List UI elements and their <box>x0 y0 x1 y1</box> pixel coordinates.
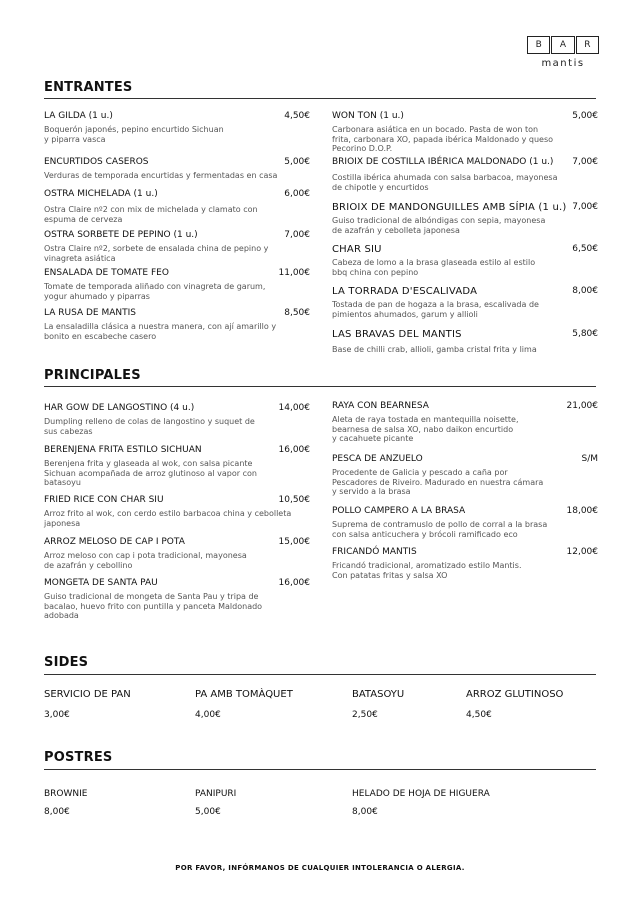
item-name: BRIOIX DE MANDONGUILLES AMB SÍPIA (1 u.) <box>332 202 567 213</box>
side-price: 4,00€ <box>195 710 221 720</box>
section-title-entrantes: ENTRANTES <box>44 80 133 95</box>
item-name: MONGETA DE SANTA PAU <box>44 578 158 588</box>
side-item <box>195 689 293 720</box>
menu-item <box>44 578 310 621</box>
item-description: Dumpling relleno de colas de langostino y suquet de sus cabezas <box>44 417 255 436</box>
postre-name: PANIPURI <box>195 789 237 799</box>
item-name: CHAR SIU <box>332 244 382 255</box>
item-name: LA RUSA DE MANTIS <box>44 308 136 318</box>
item-description: Suprema de contramuslo de pollo de corral a la brasa con salsa anticuchera y brócoli ramificado eco <box>332 520 548 539</box>
side-name: BATASOYU <box>352 689 405 700</box>
item-description: Boquerón japonés, pepino encurtido Sichuan y piparra vasca <box>44 125 224 144</box>
item-price: 6,50€ <box>572 244 598 254</box>
item-price: 15,00€ <box>278 537 310 547</box>
item-price: 5,00€ <box>284 157 310 167</box>
item-description: Berenjena frita y glaseada al wok, con salsa picante Sichuan acompañada de arroz glutinoso al vapor con batasoyu <box>44 459 257 487</box>
menu-item <box>44 111 310 144</box>
bar-mantis-logo <box>527 36 599 69</box>
item-name: PESCA DE ANZUELO <box>332 454 423 464</box>
item-price: 4,50€ <box>284 111 310 121</box>
item-price: 7,00€ <box>284 230 310 240</box>
item-price: 12,00€ <box>566 547 598 557</box>
item-price: 10,50€ <box>278 495 310 505</box>
item-price: 8,00€ <box>572 286 598 296</box>
item-description: Verduras de temporada encurtidas y fermentadas en casa <box>44 171 278 180</box>
item-name: ENCURTIDOS CASEROS <box>44 157 149 167</box>
item-name: POLLO CAMPERO A LA BRASA <box>332 506 466 516</box>
item-name: OSTRA MICHELADA (1 u.) <box>44 189 158 199</box>
item-description: Fricandó tradicional, aromatizado estilo Mantis. Con patatas fritas y salsa XO <box>332 561 522 580</box>
item-name: HAR GOW DE LANGOSTINO (4 u.) <box>44 403 195 413</box>
side-name: ARROZ GLUTINOSO <box>466 689 564 700</box>
menu-item <box>332 111 598 154</box>
item-description: Tomate de temporada aliñado con vinagreta de garum, yogur ahumado y piparras <box>44 282 266 301</box>
side-item <box>466 689 563 720</box>
side-name: SERVICIO DE PAN <box>44 689 131 700</box>
item-description: Ostra Claire nº2, sorbete de ensalada china de pepino y vinagreta asiática <box>44 244 269 263</box>
item-price: 6,00€ <box>284 189 310 199</box>
item-description: Cabeza de lomo a la brasa glaseada estilo al estilo bbq china con pepino <box>332 258 536 277</box>
item-price: S/M <box>581 454 598 464</box>
side-price: 2,50€ <box>352 710 378 720</box>
item-name: ARROZ MELOSO DE CAP I POTA <box>44 537 185 547</box>
item-name: ENSALADA DE TOMATE FEO <box>44 268 169 278</box>
side-price: 3,00€ <box>44 710 70 720</box>
postre-name: HELADO DE HOJA DE HIGUERA <box>352 789 490 799</box>
item-name: LA GILDA (1 u.) <box>44 111 113 121</box>
menu-item <box>332 286 598 319</box>
menu-item <box>332 454 598 497</box>
side-name: PA AMB TOMÀQUET <box>195 689 293 700</box>
item-price: 5,80€ <box>572 329 598 339</box>
item-description: Arroz frito al wok, con cerdo estilo barbacoa china y cebolleta japonesa <box>44 509 292 528</box>
item-price: 5,00€ <box>572 111 598 121</box>
postre-item <box>195 789 236 817</box>
section-divider <box>44 98 596 99</box>
item-description: Base de chilli crab, allioli, gamba cristal frita y lima <box>332 345 537 354</box>
item-description: Guiso tradicional de mongeta de Santa Pau y tripa de bacalao, huevo frito con puntilla y panceta Maldonado adobada <box>44 592 263 620</box>
menu-item <box>332 506 598 539</box>
item-description: Procedente de Galicia y pescado a caña por Pescadores de Riveiro. Madurado en nuestra cámara y servido a la brasa <box>332 468 544 496</box>
item-price: 8,50€ <box>284 308 310 318</box>
item-description: Ostra Claire nº2 con mix de michelada y clamato con espuma de cerveza <box>44 205 258 224</box>
section-divider <box>44 674 596 675</box>
section-title-postres: POSTRES <box>44 750 113 765</box>
logo-subtitle: mantis <box>541 58 585 69</box>
section-divider <box>44 386 596 387</box>
side-price: 4,50€ <box>466 710 492 720</box>
item-price: 14,00€ <box>278 403 310 413</box>
postre-item <box>44 789 87 817</box>
menu-item <box>44 230 310 263</box>
side-item <box>44 689 131 720</box>
item-description: Costilla ibérica ahumada con salsa barbacoa, mayonesa de chipotle y encurtidos <box>332 173 558 192</box>
item-name: LA TORRADA D'ESCALIVADA <box>332 286 478 297</box>
postre-price: 5,00€ <box>195 807 221 817</box>
item-description: Tostada de pan de hogaza a la brasa, escalivada de pimientos ahumados, garum y allioli <box>332 300 539 319</box>
item-description: Aleta de raya tostada en mantequilla noisette, bearnesa de salsa XO, nabo daikon encurtido y cacahuete picante <box>332 415 519 443</box>
item-name: OSTRA SORBETE DE PEPINO (1 u.) <box>44 230 198 240</box>
section-title-principales: PRINCIPALES <box>44 368 141 383</box>
item-description: Arroz meloso con cap i pota tradicional, mayonesa de azafrán y cebollino <box>44 551 247 570</box>
item-name: RAYA CON BEARNESA <box>332 401 429 411</box>
menu-item <box>332 329 598 355</box>
menu-item <box>332 202 598 235</box>
postre-name: BROWNIE <box>44 789 88 799</box>
menu-item <box>44 189 310 224</box>
menu-item <box>44 157 310 181</box>
item-price: 7,00€ <box>572 157 598 167</box>
item-name: LAS BRAVAS DEL MANTIS <box>332 329 462 340</box>
item-price: 21,00€ <box>566 401 598 411</box>
item-name: FRICANDÓ MANTIS <box>332 547 417 557</box>
section-title-sides: SIDES <box>44 655 89 670</box>
item-price: 18,00€ <box>566 506 598 516</box>
item-name: FRIED RICE CON CHAR SIU <box>44 495 164 505</box>
menu-item <box>332 157 598 192</box>
item-description: Guiso tradicional de albóndigas con sepia, mayonesa de azafrán y cebolleta japonesa <box>332 216 546 235</box>
postre-item <box>352 789 490 817</box>
allergy-notice: POR FAVOR, INFÓRMANOS DE CUALQUIER INTOLERANCIA O ALERGIA. <box>175 864 465 872</box>
section-divider <box>44 769 596 770</box>
logo-letter-b: B <box>527 36 550 54</box>
item-price: 16,00€ <box>278 445 310 455</box>
logo-letter-a: A <box>551 36 574 54</box>
postre-price: 8,00€ <box>44 807 70 817</box>
item-price: 16,00€ <box>278 578 310 588</box>
menu-item <box>44 268 310 301</box>
menu-item <box>44 445 310 488</box>
menu-item <box>44 403 310 436</box>
item-price: 11,00€ <box>278 268 310 278</box>
logo-letter-r: R <box>576 36 599 54</box>
item-name: BERENJENA FRITA ESTILO SICHUAN <box>44 445 202 455</box>
postre-price: 8,00€ <box>352 807 378 817</box>
item-name: WON TON (1 u.) <box>332 111 404 121</box>
menu-item <box>44 537 310 570</box>
item-name: BRIOIX DE COSTILLA IBÉRICA MALDONADO (1 u.) <box>332 157 554 167</box>
menu-item <box>332 547 598 580</box>
menu-item <box>332 401 598 444</box>
menu-item <box>44 308 310 341</box>
side-item <box>352 689 404 720</box>
item-description: La ensaladilla clásica a nuestra manera, con ají amarillo y bonito en escabeche casero <box>44 322 277 341</box>
item-price: 7,00€ <box>572 202 598 212</box>
menu-item <box>44 495 310 528</box>
menu-item <box>332 244 598 277</box>
item-description: Carbonara asiática en un bocado. Pasta de won ton frita, carbonara XO, papada ibérica Maldonado y queso Pecorino D.O.P. <box>332 125 554 153</box>
